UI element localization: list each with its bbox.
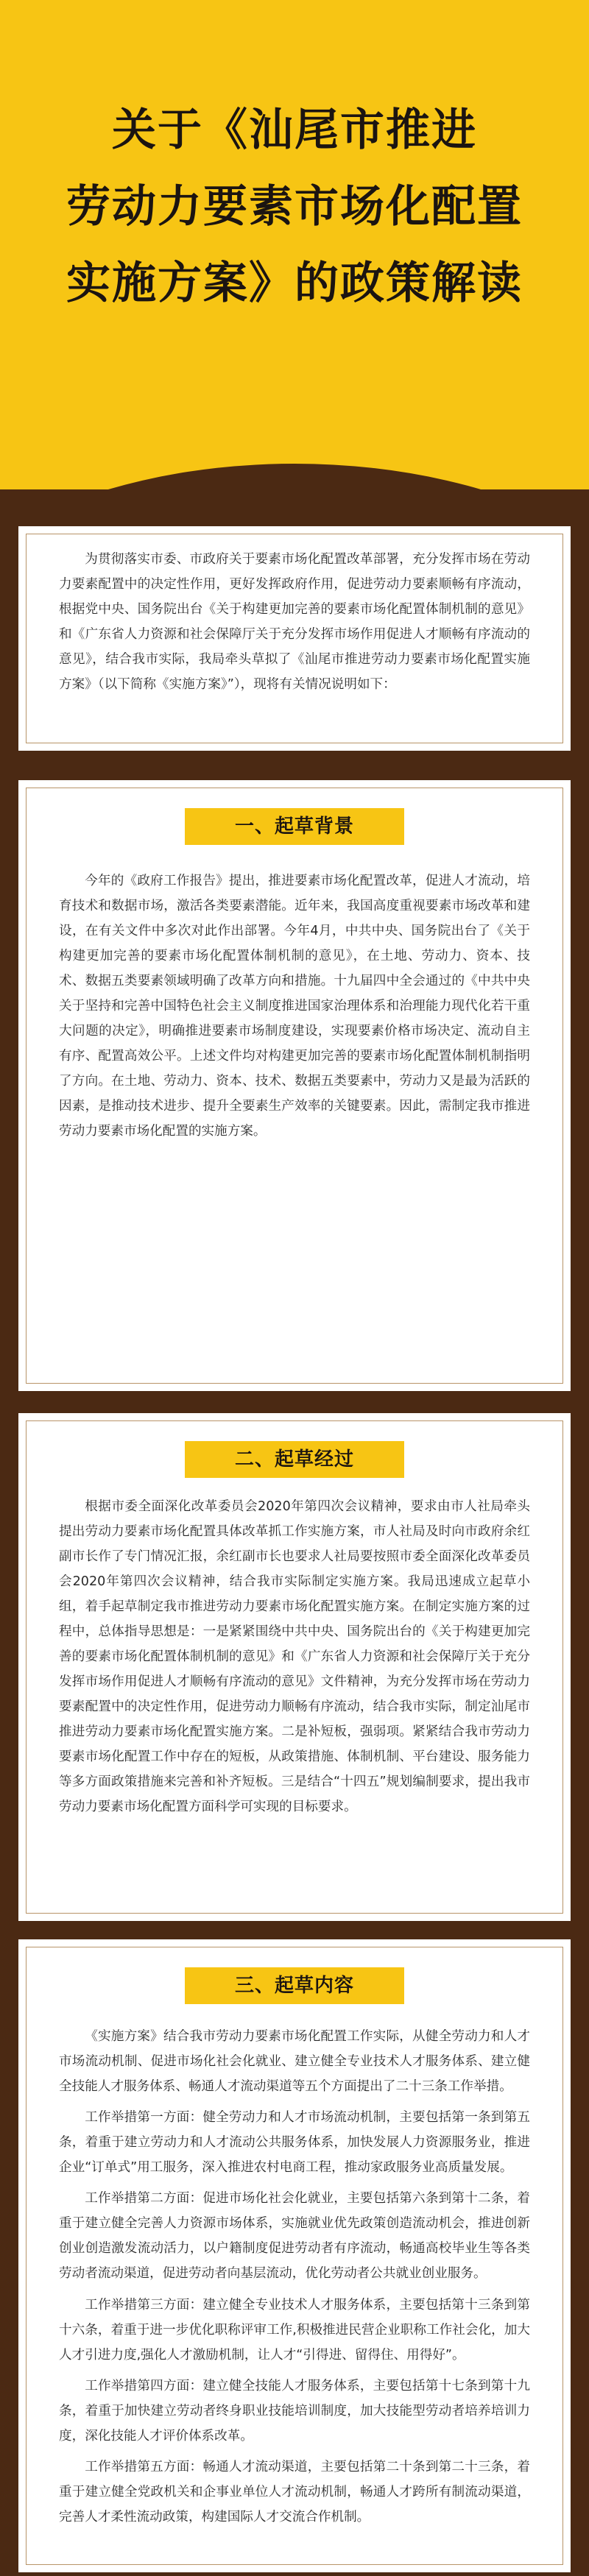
title-line-1: 关于《汕尾市推进 (112, 105, 477, 156)
title-line-2: 劳动力要素市场化配置 (66, 181, 523, 233)
hero-banner (0, 0, 589, 489)
section-paragraph: 《实施方案》结合我市劳动力要素市场化配置工作实际，从健全劳动力和人才市场流动机制、促进市场化社会化就业、建立健全专业技术人才服务体系、建立健全技能人才服务体系、畅通人才流动渠道等五个方面提出了二十三条工作举措。 (59, 2029, 530, 2094)
intro-card (18, 526, 571, 751)
section-header: 一、起草背景 (185, 808, 404, 845)
section-header: 三、起草内容 (185, 1967, 404, 2004)
intro-paragraph: 为贯彻落实市委、市政府关于要素市场化配置改革部署，充分发挥市场在劳动力要素配置中的决定性作用，更好发挥政府作用，促进劳动力要素顺畅有序流动，根据党中央、国务院出台《关于构建更加完善的要素市场化配置体制机制的意见》和《广东省人力资源和社会保障厅关于充分发挥市场作用促进人才顺畅有序流动的意见》，结合我市实际，我局牵头草拟了《汕尾市推进劳动力要素市场化配置实施方案》（以下简称《实施方案》”），现将有关情况说明如下： (59, 552, 530, 692)
title-line-3: 实施方案》的政策解读 (66, 258, 523, 309)
section-header: 二、起草经过 (185, 1441, 404, 1478)
section-content-card (18, 1939, 571, 2572)
section-process-card (18, 1413, 571, 1921)
section-paragraph: 今年的《政府工作报告》提出，推进要素市场化配置改革，促进人才流动，培育技术和数据市场，激活各类要素潜能。近年来，我国高度重视要素市场改革和建设，在有关文件中多次对此作出部署。今年4月，中共中央、国务院出台了《关于构建更加完善的要素市场化配置体制机制的意见》，在土地、劳动力、资本、技术、数据五类要素领域明确了改革方向和措施。十九届四中全会通过的《中共中央关于坚持和完善中国特色社会主义制度推进国家治理体系和治理能力现代化若干重大问题的决定》，明确推进要素市场制度建设，实现要素价格市场决定、流动自主有序、配置高效公平。上述文件均对构建更加完善的要素市场化配置体制机制指明了方向。在土地、劳动力、资本、技术、数据五类要素中，劳动力又是最为活跃的因素，是推动技术进步、提升全要素生产效率的关键要素。因此，需制定我市推进劳动力要素市场化配置的实施方案。 (59, 874, 530, 1139)
section-paragraph: 工作举措第四方面：建立健全技能人才服务体系，主要包括第十七条到第十九条，着重于加快建立劳动者终身职业技能培训制度，加大技能型劳动者培养培训力度，深化技能人才评价体系改革。 (59, 2379, 530, 2444)
hero-curve-decoration (0, 464, 589, 489)
section-paragraph: 工作举措第一方面：健全劳动力和人才市场流动机制，主要包括第一条到第五条，着重于建立劳动力和人才流动公共服务体系，加快发展人力资源服务业，推进企业“订单式”用工服务，深入推进农村电商工程，推动家政服务业高质量发展。 (59, 2110, 530, 2175)
section-paragraph: 工作举措第二方面：促进市场化社会化就业，主要包括第六条到第十二条，着重于建立健全完善人力资源市场体系，实施就业优先政策创造流动机会，推进创新创业创造激发流动活力，以户籍制度促进劳动者有序流动，畅通高校毕业生等各类劳动者流动渠道，促进劳动者向基层流动，优化劳动者公共就业创业服务。 (59, 2191, 530, 2281)
section-paragraph: 根据市委全面深化改革委员会2020年第四次会议精神，要求由市人社局牵头提出劳动力要素市场化配置具体改革抓工作实施方案，市人社局及时向市政府余红副市长作了专门情况汇报，余红副市长也要求人社局要按照市委全面深化改革委员会2020年第四次会议精神，结合我市实际制定实施方案。我局迅速成立起草小组，着手起草制定我市推进劳动力要素市场化配置实施方案。在制定实施方案的过程中，总体指导思想是：一是紧紧围绕中共中央、国务院出台的《关于构建更加完善的要素市场化配置体制机制的意见》和《广东省人力资源和社会保障厅关于充分发挥市场作用促进人才顺畅有序流动的意见》文件精神，为充分发挥市场在劳动力要素配置中的决定性作用，促进劳动力顺畅有序流动，结合我市实际，制定汕尾市推进劳动力要素市场化配置实施方案。二是补短板，强弱项。紧紧结合我市劳动力要素市场化配置工作中存在的短板，从政策措施、体制机制、平台建设、服务能力等多方面政策措施来完善和补齐短板。三是结合“十四五”规划编制要求，提出我市劳动力要素市场化配置方面科学可实现的目标要求。 (59, 1499, 530, 1814)
page-title (0, 92, 589, 322)
section-paragraph: 工作举措第三方面：建立健全专业技术人才服务体系，主要包括第十三条到第十六条，着重于进一步优化职称评审工作,积极推进民营企业职称工作社会化，加大人才引进力度,强化人才激励机制，让人才“引得进、留得住、用得好”。 (59, 2298, 530, 2363)
section-background-card (18, 780, 571, 1391)
section-paragraph: 工作举措第五方面：畅通人才流动渠道，主要包括第二十条到第二十三条，着重于建立健全党政机关和企事业单位人才流动机制，畅通人才跨所有制流动渠道，完善人才柔性流动政策，构建国际人才交流合作机制。 (59, 2460, 530, 2524)
